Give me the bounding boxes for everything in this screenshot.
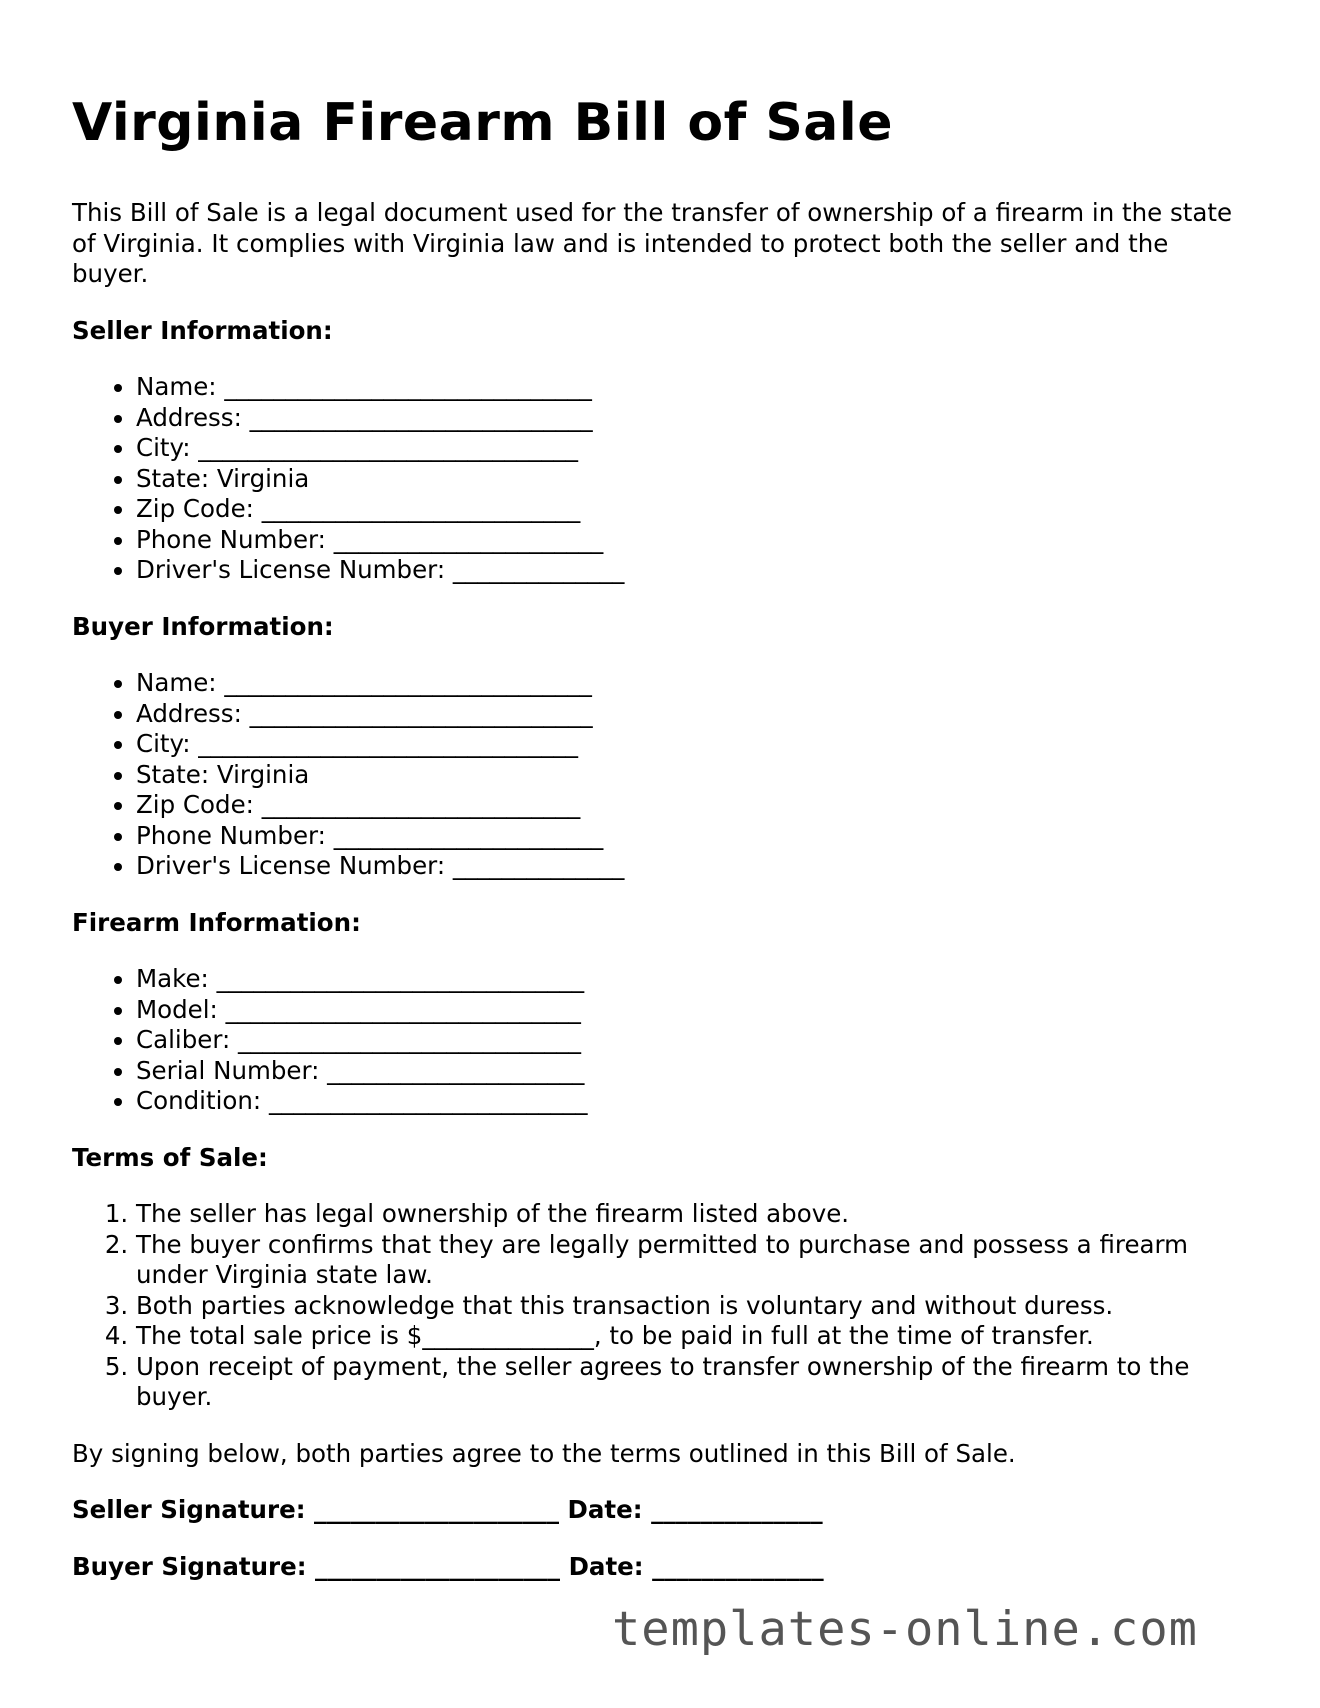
term-item: 1. The seller has legal ownership of the firearm listed above.	[136, 1199, 1252, 1230]
firearm-model-field: • Model: _____________________________	[136, 995, 1252, 1026]
seller-phone-field: • Phone Number: ______________________	[136, 525, 1252, 556]
buyer-name-field: • Name: ______________________________	[136, 668, 1252, 699]
intro-paragraph: This Bill of Sale is a legal document used for the transfer of ownership of a firearm in the state of Virginia. It complies with Virginia law and is intended to protect both the seller and the buyer.	[72, 198, 1233, 288]
seller-city-field: • City: _______________________________	[136, 433, 1252, 464]
buyer-license-field: • Driver's License Number: ______________	[136, 851, 1252, 882]
firearm-info-list	[72, 964, 1252, 1117]
terms-section-heading: Terms of Sale:	[72, 1142, 268, 1172]
firearm-caliber-field: • Caliber: ____________________________	[136, 1025, 1252, 1056]
document-page	[72, 0, 1252, 1582]
term-item: 4. The total sale price is $______________, to be paid in full at the time of transfer.	[136, 1321, 1252, 1352]
page-title: Virginia Firearm Bill of Sale	[72, 93, 893, 153]
buyer-city-field: • City: _______________________________	[136, 729, 1252, 760]
seller-zip-field: • Zip Code: __________________________	[136, 494, 1252, 525]
buyer-address-field: • Address: ____________________________	[136, 699, 1252, 730]
buyer-state-field: • State: Virginia	[136, 760, 1252, 791]
seller-state-field: • State: Virginia	[136, 464, 1252, 495]
terms-list	[72, 1199, 1252, 1413]
seller-signature-line: Seller Signature: ____________________ Date: ______________	[72, 1495, 823, 1524]
term-item: 2. The buyer confirms that they are legally permitted to purchase and possess a firearm under Virginia state law.	[136, 1230, 1252, 1291]
term-item: 5. Upon receipt of payment, the seller agrees to transfer ownership of the firearm to the buyer.	[136, 1352, 1252, 1413]
seller-info-list	[72, 372, 1252, 586]
buyer-section-heading: Buyer Information:	[72, 611, 334, 641]
seller-section-heading: Seller Information:	[72, 315, 333, 345]
firearm-make-field: • Make: ______________________________	[136, 964, 1252, 995]
seller-name-field: • Name: ______________________________	[136, 372, 1252, 403]
watermark-text: templates-online.com	[612, 1602, 1198, 1657]
firearm-condition-field: • Condition: __________________________	[136, 1086, 1252, 1117]
seller-address-field: • Address: ____________________________	[136, 403, 1252, 434]
buyer-signature-line: Buyer Signature: ____________________ Date: ______________	[72, 1551, 824, 1581]
seller-license-field: • Driver's License Number: ______________	[136, 555, 1252, 586]
buyer-phone-field: • Phone Number: ______________________	[136, 821, 1252, 852]
term-item: 3. Both parties acknowledge that this transaction is voluntary and without duress.	[136, 1291, 1252, 1322]
buyer-info-list	[72, 668, 1252, 882]
firearm-serial-field: • Serial Number: _____________________	[136, 1056, 1252, 1087]
closing-statement: By signing below, both parties agree to the terms outlined in this Bill of Sale.	[72, 1438, 1016, 1468]
firearm-section-heading: Firearm Information:	[72, 907, 361, 937]
buyer-zip-field: • Zip Code: __________________________	[136, 790, 1252, 821]
